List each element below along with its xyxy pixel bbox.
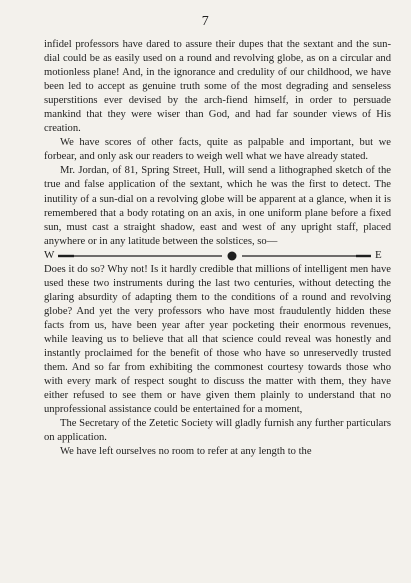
page-number: 7 <box>201 14 210 29</box>
paragraph-1: infidel professors have dared to assure their dupes that the sextant and the sun-dial could be as easily used on a round and revolving globe, as on a circular and motionless plane! And, in the ignorance and credulity of our childhood, we have been led to accept as genuine truth some of the most degrading and senseless superstitions ever devised by the arch-fiend himself, in order to persuade mankind that they were wiser than God, and had far sounder views of His creation. <box>44 39 391 135</box>
paragraph-2: We have scores of other facts, quite as palpable and important, but we forbear, and only ask our readers to weigh well what we have already stated. <box>44 137 391 163</box>
west-label: W <box>44 248 55 261</box>
east-label: E <box>375 248 382 261</box>
page-body <box>44 38 391 459</box>
paragraph-5: The Secretary of the Zetetic Society will gladly furnish any further particulars on application. <box>44 418 391 444</box>
paragraph-3: Mr. Jordan, of 81, Spring Street, Hull, will send a lithographed sketch of the true and false application of the sextant, which he was the first to detect. The inutility of a sun-dial on a revolving globe will be apparent at a glance, when it is remembered that a body rotating on an axis, in one uniform plane before a fixed sun, must cast a straight shadow, east and west of any upright staff, placed anywhere or in any latitude between the solstices, so— <box>44 165 391 247</box>
shadow-line-figure <box>44 250 391 262</box>
sun-dot-icon <box>228 251 237 260</box>
paragraph-4: Does it do so? Why not! Is it hardly credible that millions of intelligent men have used these two instruments during the last two centuries, without detecting the glaring absurdity of adapting them to the conditions of a round and revolving globe? And yet the very professors who have most fraudulently hidden these facts from us, have been year after year pocketing their enormous revenues, while leaving us to believe that all that science could reveal was honestly and instantly proclaimed for the benefit of those who have so unreservedly trusted them. And so far from exhibiting the commonest courtesy towards those who with every mark of respect sought to discuss the matter with them, they have either refused to see them or have given them plainly to understand that no unprofessional assistance could be entertained for a moment, <box>44 263 391 416</box>
paragraph-6: We have left ourselves no room to refer at any length to the <box>60 446 312 458</box>
shadow-diagram <box>44 250 391 262</box>
